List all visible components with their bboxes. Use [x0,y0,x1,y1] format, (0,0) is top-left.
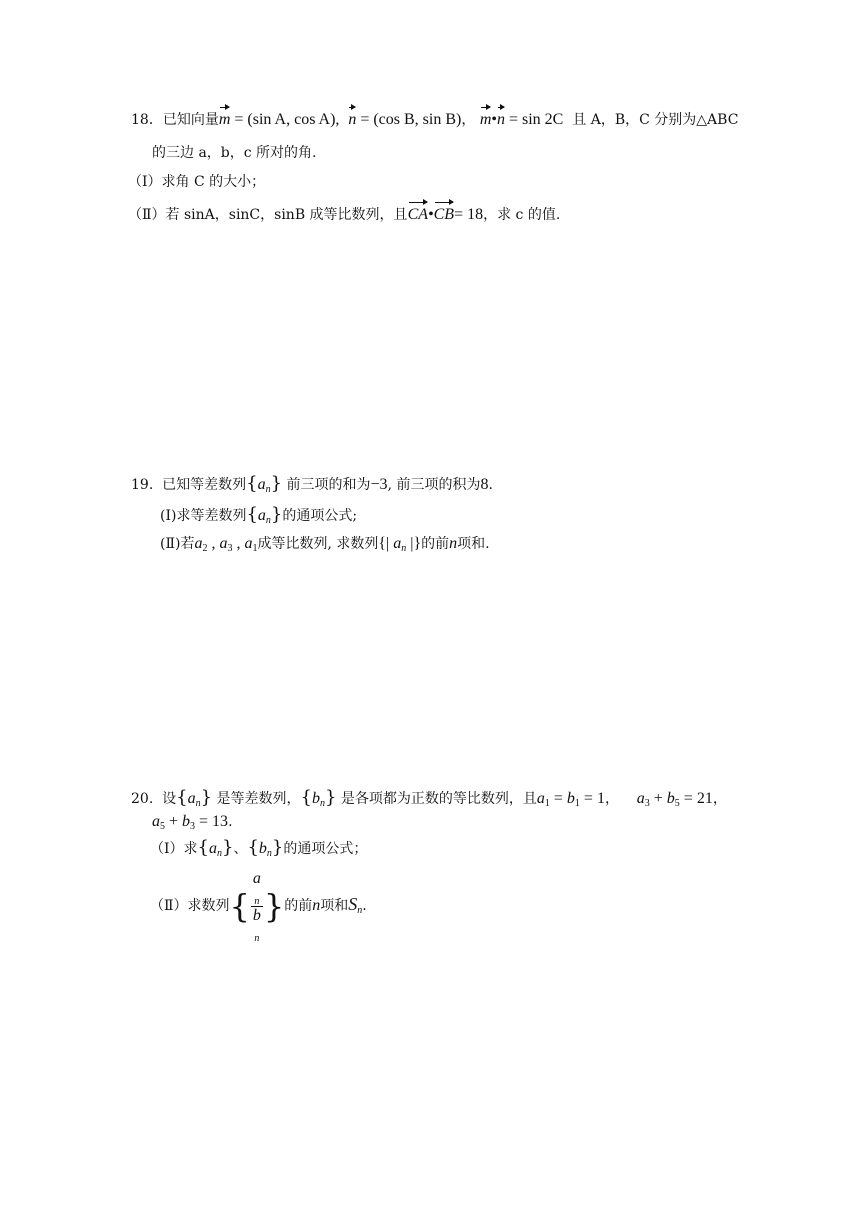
q20-line2: $a_5 + b_3 = 13$. [152,813,233,832]
q20-arith-text: 是等差数列， [216,791,301,807]
q19-part2-prefix: 的前 [421,536,450,552]
q20-comma: ， [604,791,619,807]
q20-eq2: $a_3 + b_5 = 21$ [636,790,713,809]
q20-part1-text: （Ⅰ）求 [150,841,198,857]
q20-part1-bn: $\{b_n\}$ [247,837,284,859]
q18-ca-cb-vectors: CA•CB [407,206,455,223]
q19-part1 [160,505,357,526]
q18-angle-text: 且 A，B，C 分别为△ABC [572,112,739,128]
q20-part2-text: （Ⅱ）求数列 [150,898,230,915]
q20-intro-text: 设 [162,791,177,807]
q20-fraction-sequence: { a $_n$ b $_n$ } [229,870,285,944]
q19-product-value: 8 [480,476,489,493]
q18-part2-tail: ，求 c 的值. [483,207,561,223]
q18-dot-product: m•n = sin 2C [479,111,564,128]
q20-part2: （Ⅱ）求数列{ a $_n$ b $_n$ }的前n项和$S_n$. [150,870,367,944]
q18-part1: （Ⅰ）求角 C 的大小； [128,174,266,190]
q19-abs-sequence: {| $a_n$ |} [378,535,422,554]
q19-number: 19. [131,477,154,493]
q19-n: n [449,535,458,552]
q20-sequence-an: $\{a_n\}$ [176,787,213,809]
q18-intro-text: 已知向量 [162,112,219,128]
q18-part2-text: （Ⅱ）若 sinA，sinC，sinB 成等比数列，且 [128,207,408,223]
q19-product-text: , 前三项的积为 [387,477,481,493]
q19-line1 [131,474,493,495]
q18-n-definition: n = (cos B, sin B) [348,111,462,128]
q19-part1-tail: 的通项公式; [282,508,358,524]
q19-sum-text: 前三项的和为 [286,477,371,493]
q20-eq1: $a_1 = b_1 = 1$ [536,790,605,809]
q20-part2-tail: 项和 [320,898,349,915]
q19-part2 [160,534,490,554]
q20-comma-2: ， [712,791,727,807]
q20-part1 [150,838,367,859]
q20-sn: $S_n$ [348,894,363,917]
q19-period: . [488,477,493,493]
q19-part2-tail: 项和. [457,536,490,552]
q19-intro-text: 已知等差数列 [162,477,247,493]
q20-geo-text: 是各项都为正数的等比数列，且 [340,791,537,807]
q18-number: 18． [131,112,163,128]
q18-line2: 的三边 a，b，c 所对的角. [152,145,317,161]
q19-part2-text: (Ⅱ)若 [160,536,195,552]
q20-part1-an: $\{a_n\}$ [197,837,234,859]
q20-eq3: $a_5 + b_3 = 13$ [152,813,229,832]
q19-terms: $a_2$ , $a_3$ , $a_1$ [194,535,258,554]
q20-sequence-bn: $\{b_n\}$ [300,787,337,809]
q19-sum-value: −3 [370,476,388,493]
q19-part1-text: (Ⅰ)求等差数列 [160,508,247,524]
q19-part1-sequence: $\{a_n\}$ [246,504,283,526]
q18-m-definition: m = (sin A, cos A), [218,111,340,128]
q18-part2 [128,205,560,225]
q19-sequence-an: $\{a_n\}$ [246,473,283,495]
q20-number: 20. [131,791,154,807]
q18-line1 [131,110,738,130]
q18-part2-equation: = 18 [454,206,484,223]
q20-part1-sep: 、 [233,841,248,857]
q20-part2-mid: 的前 [284,898,313,915]
q20-line1 [131,788,727,809]
q20-n: n [312,897,321,915]
q20-part1-tail: 的通项公式； [283,841,368,857]
q18-comma: ， [461,112,476,128]
q19-part2-mid: 成等比数列, 求数列 [257,536,379,552]
